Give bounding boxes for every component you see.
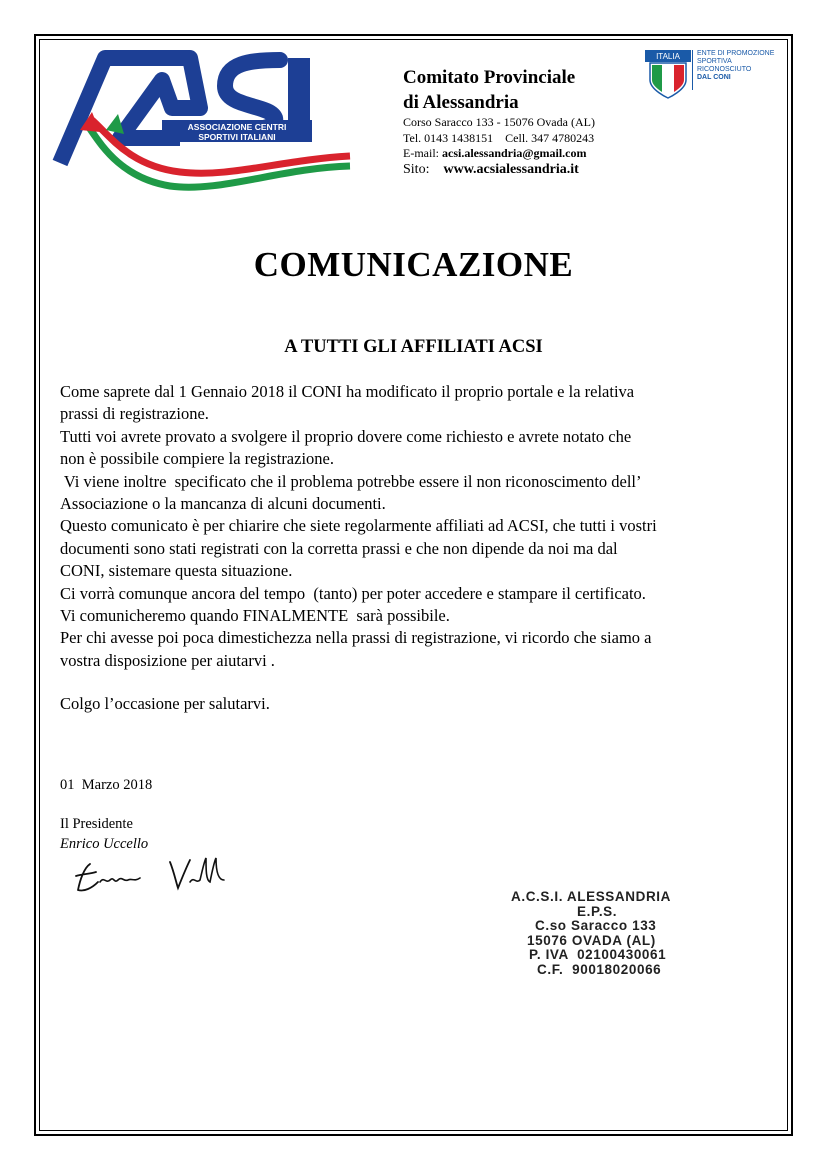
coni-badge-label: ITALIA [656,52,680,61]
coni-text-line-1: ENTE DI PROMOZIONE [697,50,775,57]
stamp-line-6: C.F. 90018020066 [537,961,662,977]
acsi-logo-tagline-2: SPORTIVI ITALIANI [198,132,276,142]
coni-text-line-3: RICONOSCIUTO [697,66,752,73]
stamp-line-5: P. IVA 02100430061 [529,947,667,962]
handwritten-signature [70,852,240,902]
org-title-line-1: Comitato Provinciale [403,67,576,88]
coni-text-line-4: DAL CONI [697,74,731,81]
stamp-line-4: 15076 OVADA (AL) [527,932,656,948]
site-label: Sito: [403,161,444,177]
closing-line: Colgo l’occasione per salutarvi. [60,694,270,713]
body-line: CONI, sistemare questa situazione. [60,561,293,581]
org-email: acsi.alessandria@gmail.com [442,146,587,160]
body-line: prassi di registrazione. [60,404,209,424]
org-phones: Tel. 0143 1438151 Cell. 347 4780243 [403,130,595,145]
body-line: Tutti voi avrete provato a svolgere il proprio dovere come richiesto e avrete notato che [60,426,632,446]
body-line: Associazione o la mancanza di alcuni documenti. [60,494,386,514]
org-site: www.acsialessandria.it [443,161,579,177]
body-line: Per chi avesse poi poca dimestichezza nella prassi di registrazione, vi ricordo che siamo a [60,628,652,648]
stamp-line-2: E.P.S. [577,903,618,919]
body-line: Vi viene inoltre specificato che il problema potrebbe essere il non riconoscimento dell’ [60,471,642,491]
acsi-logo-tagline-1: ASSOCIAZIONE CENTRI [187,122,287,132]
document-subtitle: A TUTTI GLI AFFILIATI ACSI [284,337,543,357]
acsi-logo [50,48,370,198]
document-body [60,381,770,672]
body-line: vostra disposizione per aiutarvi . [60,650,275,670]
body-line: documenti sono stati registrati con la corretta prassi e che non dipende da noi ma dal [60,538,618,558]
email-label: E-mail: [403,146,442,160]
org-title-line-2: di Alessandria [403,92,519,113]
org-contact-info [403,115,595,177]
signer-name: Enrico Uccello [60,836,149,852]
body-line: non è possibile compiere la registrazione. [60,449,334,469]
coni-text-line-2: SPORTIVA [697,58,732,65]
org-site-row [403,162,595,178]
stamp-line-3: C.so Saracco 133 [535,918,657,933]
signer-role: Il Presidente [60,816,133,832]
stamp-line-1: A.C.S.I. ALESSANDRIA [511,889,672,904]
org-address: Corso Saracco 133 - 15076 Ovada (AL) [403,115,595,129]
body-line: Come saprete dal 1 Gennaio 2018 il CONI ha modificato il proprio portale e la relativa [60,382,635,401]
body-line: Vi comunicheremo quando FINALMENTE sarà possibile. [60,606,450,626]
org-email-row [403,146,595,162]
org-title [403,65,575,115]
body-line: Questo comunicato è per chiarire che siete regolarmente affiliati ad ACSI, che tutti i vostri [60,516,657,536]
association-stamp [505,890,755,976]
document-title: COMUNICAZIONE [253,245,574,284]
body-line: Ci vorrà comunque ancora del tempo (tanto) per poter accedere e stampare il certificato. [60,583,646,603]
document-date: 01 Marzo 2018 [60,777,153,793]
coni-text [697,50,774,82]
